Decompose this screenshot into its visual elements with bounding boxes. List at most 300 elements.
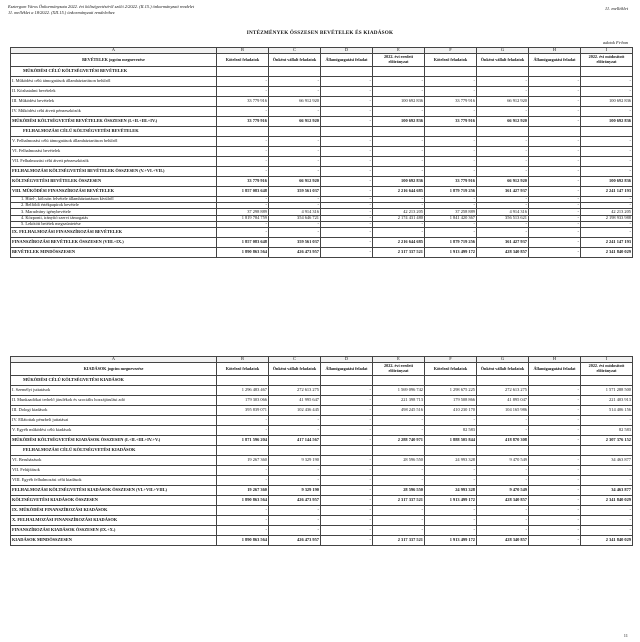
column-header: Kötelező feladatok: [217, 363, 269, 376]
row-label: FELHALMOZÁSI CÉLÚ KÖLTSÉGVETÉSI BEVÉTELEK: [11, 127, 217, 137]
amount-cell: 426 473 957: [269, 247, 321, 257]
amount-cell: -: [217, 506, 269, 516]
column-letter: B: [217, 48, 269, 54]
amount-cell: 179 508 866: [425, 396, 477, 406]
amount-cell: -: [529, 157, 581, 167]
amount-cell: -: [477, 77, 529, 87]
amount-cell: -: [529, 221, 581, 227]
amount-cell: -: [321, 386, 373, 396]
amount-cell: 100 692 836: [373, 97, 425, 107]
amount-cell: 37 298 889: [217, 209, 269, 215]
table-row: [11, 87, 633, 97]
revenue-table: [10, 47, 633, 258]
amount-cell: 418 870 308: [477, 436, 529, 446]
amount-cell: -: [373, 476, 425, 486]
amount-cell: -: [425, 197, 477, 203]
amount-cell: 1 913 499 172: [425, 247, 477, 257]
amount-cell: -: [373, 197, 425, 203]
amount-cell: -: [529, 197, 581, 203]
amount-cell: -: [425, 466, 477, 476]
table-row: [11, 516, 633, 526]
amount-cell: -: [321, 486, 373, 496]
row-label: FINANSZÍROZÁSI KIADÁSOK ÖSSZESEN (IX.+X.): [11, 526, 217, 536]
amount-cell: 1 571 288 500: [581, 386, 633, 396]
amount-cell: -: [373, 466, 425, 476]
column-letter: F: [425, 48, 477, 54]
amount-cell: 1 890 863 564: [217, 496, 269, 506]
amount-cell: 9 329 190: [269, 456, 321, 466]
amount-cell: -: [529, 416, 581, 426]
amount-cell: 33 779 916: [217, 177, 269, 187]
amount-cell: 417 144 567: [269, 436, 321, 446]
amount-cell: -: [321, 157, 373, 167]
amount-cell: [581, 127, 633, 137]
amount-cell: -: [217, 526, 269, 536]
column-header: Kötelező feladatok: [217, 54, 269, 67]
amount-cell: -: [477, 506, 529, 516]
amount-cell: -: [477, 416, 529, 426]
amount-cell: 361 427 937: [477, 237, 529, 247]
amount-cell: -: [269, 506, 321, 516]
amount-cell: 221 403 913: [581, 396, 633, 406]
amount-cell: 359 561 037: [269, 237, 321, 247]
amount-cell: [425, 67, 477, 77]
amount-cell: 100 692 836: [581, 117, 633, 127]
header-line-2: 11. melléklet a 18/2022. (XII.15.) önkormányzati rendelethez: [8, 9, 115, 15]
amount-cell: -: [581, 516, 633, 526]
row-label: I. Működési célú támogatások államháztartáson belülről: [11, 77, 217, 87]
amount-cell: [217, 127, 269, 137]
amount-cell: 66 912 920: [477, 97, 529, 107]
amount-cell: 426 473 957: [269, 496, 321, 506]
row-label: 1. Hitel-, kölcsön felvétele államháztartáson kívülről: [11, 197, 217, 203]
amount-cell: -: [425, 221, 477, 227]
row-label: MŰKÖDÉSI KÖLTSÉGVETÉSI BEVÉTELEK ÖSSZESEN (I.+II.+III.+IV.): [11, 117, 217, 127]
column-letter: I: [581, 357, 633, 363]
amount-cell: -: [321, 416, 373, 426]
amount-cell: -: [321, 506, 373, 516]
amount-cell: -: [529, 107, 581, 117]
column-letter: D: [321, 48, 373, 54]
amount-cell: -: [269, 137, 321, 147]
amount-cell: -: [373, 107, 425, 117]
table-row: [11, 247, 633, 257]
amount-cell: -: [217, 516, 269, 526]
amount-cell: -: [529, 209, 581, 215]
amount-cell: -: [425, 476, 477, 486]
row-label: 3. Maradvány igénybevétele: [11, 209, 217, 215]
table-row: [11, 147, 633, 157]
amount-cell: [425, 127, 477, 137]
row-label: VII. Felújítások: [11, 466, 217, 476]
amount-cell: -: [529, 386, 581, 396]
amount-cell: -: [529, 87, 581, 97]
amount-cell: -: [529, 506, 581, 516]
amount-cell: 1 913 499 172: [425, 496, 477, 506]
amount-cell: -: [269, 197, 321, 203]
amount-cell: -: [321, 147, 373, 157]
column-header: Kötelező feladatok: [425, 54, 477, 67]
amount-cell: -: [529, 396, 581, 406]
amount-cell: -: [477, 87, 529, 97]
amount-cell: 82 583: [581, 426, 633, 436]
amount-cell: -: [425, 227, 477, 237]
column-header: Államigazgatási feladat: [321, 54, 373, 67]
column-letter: F: [425, 357, 477, 363]
amount-cell: 33 779 916: [217, 97, 269, 107]
row-label: KÖLTSÉGVETÉSI BEVÉTELEK ÖSSZESEN: [11, 177, 217, 187]
amount-cell: -: [529, 486, 581, 496]
amount-cell: -: [425, 147, 477, 157]
amount-cell: [425, 446, 477, 456]
amount-cell: -: [529, 237, 581, 247]
amount-cell: 19 267 360: [217, 456, 269, 466]
amount-cell: 498 245 516: [373, 406, 425, 416]
amount-cell: 42 213 205: [373, 209, 425, 215]
amount-cell: 2 341 840 029: [581, 247, 633, 257]
table-row: [11, 536, 633, 546]
amount-cell: -: [529, 97, 581, 107]
amount-cell: -: [321, 436, 373, 446]
row-label: IV. Működési célú átvett pénzeszközök: [11, 107, 217, 117]
column-letter: G: [477, 357, 529, 363]
table-row: [11, 157, 633, 167]
column-letter: C: [269, 357, 321, 363]
column-header: 2022. évi módosított előirányzat: [581, 363, 633, 376]
amount-cell: [529, 67, 581, 77]
amount-cell: 33 779 916: [425, 177, 477, 187]
column-letter: D: [321, 357, 373, 363]
table-row: [11, 496, 633, 506]
amount-cell: -: [581, 87, 633, 97]
amount-cell: -: [321, 227, 373, 237]
amount-cell: 1 879 719 256: [425, 187, 477, 197]
amount-cell: [269, 376, 321, 386]
amount-cell: [477, 67, 529, 77]
amount-cell: -: [321, 209, 373, 215]
table-row: [11, 117, 633, 127]
amount-cell: -: [217, 197, 269, 203]
column-header: Államigazgatási feladat: [529, 363, 581, 376]
row-label: II. Közhatalmi bevételek: [11, 87, 217, 97]
row-label: FINANSZÍROZÁSI BEVÉTELEK ÖSSZESEN (VIII.+IX.): [11, 237, 217, 247]
amount-cell: 41 995 647: [269, 396, 321, 406]
amount-cell: -: [529, 526, 581, 536]
amount-cell: -: [581, 526, 633, 536]
amount-cell: -: [269, 77, 321, 87]
amount-cell: -: [373, 426, 425, 436]
amount-cell: 1 857 083 648: [217, 187, 269, 197]
amount-cell: -: [217, 77, 269, 87]
amount-cell: 37 258 889: [425, 209, 477, 215]
table-row: [11, 426, 633, 436]
amount-cell: 34 463 877: [581, 486, 633, 496]
row-label: KÖLTSÉGVETÉSI KIADÁSOK ÖSSZESEN: [11, 496, 217, 506]
amount-cell: 2 307 376 152: [581, 436, 633, 446]
table-row: [11, 446, 633, 456]
amount-cell: [581, 446, 633, 456]
amount-cell: -: [269, 416, 321, 426]
column-letter: E: [373, 357, 425, 363]
amount-cell: -: [269, 526, 321, 536]
document-title: INTÉZMÉNYEK ÖSSZESEN BEVÉTELEK ÉS KIADÁSOK: [246, 30, 394, 36]
amount-cell: [529, 127, 581, 137]
column-header: 2022. évi módosított előirányzat: [581, 54, 633, 67]
column-letter: I: [581, 48, 633, 54]
amount-cell: 395 839 071: [217, 406, 269, 416]
column-letter: C: [269, 48, 321, 54]
header-line-1: Esztergom Város Önkormányzata 2022. évi költségvetéséről szóló 2/2022. (II.15.) önkormányzati rendelet: [8, 4, 195, 9]
amount-cell: 9 329 190: [269, 486, 321, 496]
amount-cell: 1 296 483 467: [217, 386, 269, 396]
amount-cell: -: [581, 203, 633, 209]
amount-cell: -: [373, 227, 425, 237]
page-number: 11: [623, 633, 628, 638]
amount-cell: -: [477, 466, 529, 476]
amount-cell: 2 341 840 029: [581, 536, 633, 546]
amount-cell: -: [321, 526, 373, 536]
amount-cell: [373, 446, 425, 456]
amount-cell: -: [321, 247, 373, 257]
amount-cell: 179 303 066: [217, 396, 269, 406]
amount-cell: -: [477, 157, 529, 167]
amount-cell: 1 871 596 204: [217, 436, 269, 446]
column-header-row: [11, 363, 633, 376]
row-label: MŰKÖDÉSI CÉLÚ KÖLTSÉGVETÉSI KIADÁSOK: [11, 376, 217, 386]
amount-cell: -: [269, 227, 321, 237]
row-label: MŰKÖDÉSI CÉLÚ KÖLTSÉGVETÉSI BEVÉTELEK: [11, 67, 217, 77]
amount-cell: 272 613 275: [477, 386, 529, 396]
amount-cell: [373, 67, 425, 77]
column-header: 2022. évi eredeti előirányzat: [373, 54, 425, 67]
amount-cell: -: [477, 221, 529, 227]
amount-cell: -: [425, 87, 477, 97]
row-label: V. Egyéb működési célú kiadások: [11, 426, 217, 436]
amount-cell: -: [529, 117, 581, 127]
amount-cell: -: [425, 203, 477, 209]
amount-cell: 4 914 316: [269, 209, 321, 215]
row-label: III. Dologi kiadások: [11, 406, 217, 416]
amount-cell: 9 470 549: [477, 486, 529, 496]
amount-cell: -: [217, 227, 269, 237]
amount-cell: [269, 127, 321, 137]
amount-cell: -: [581, 157, 633, 167]
table-row: [11, 436, 633, 446]
amount-cell: -: [217, 147, 269, 157]
amount-cell: -: [477, 147, 529, 157]
table-row: [11, 416, 633, 426]
amount-cell: [477, 376, 529, 386]
amount-cell: 361 427 937: [477, 187, 529, 197]
amount-cell: -: [321, 536, 373, 546]
column-letter: B: [217, 357, 269, 363]
amount-cell: -: [217, 157, 269, 167]
amount-cell: 33 779 916: [425, 117, 477, 127]
amount-cell: -: [321, 203, 373, 209]
amount-cell: -: [477, 476, 529, 486]
amount-cell: 82 583: [425, 426, 477, 436]
amount-cell: -: [529, 476, 581, 486]
amount-cell: 28 596 550: [373, 456, 425, 466]
table-row: [11, 137, 633, 147]
column-header: Önként vállalt feladatok: [269, 54, 321, 67]
amount-cell: -: [373, 137, 425, 147]
amount-cell: 33 779 916: [217, 117, 269, 127]
table-row: [11, 376, 633, 386]
amount-cell: -: [373, 157, 425, 167]
row-label: I. Személyi juttatások: [11, 386, 217, 396]
amount-cell: -: [581, 137, 633, 147]
amount-cell: -: [321, 496, 373, 506]
amount-cell: 9 470 549: [477, 456, 529, 466]
amount-cell: -: [269, 476, 321, 486]
amount-cell: -: [529, 137, 581, 147]
amount-cell: -: [529, 203, 581, 209]
amount-cell: -: [269, 203, 321, 209]
column-letter: H: [529, 48, 581, 54]
row-label: MŰKÖDÉSI KÖLTSÉGVETÉSI KIADÁSOK ÖSSZESEN (I.+II.+III.+IV.+V.): [11, 436, 217, 446]
amount-cell: -: [477, 197, 529, 203]
amount-cell: 66 912 920: [477, 177, 529, 187]
amount-cell: -: [477, 526, 529, 536]
row-label: II. Munkaadókat terhelő járulékok és szociális hozzájárulási adó: [11, 396, 217, 406]
table-row: [11, 177, 633, 187]
amount-cell: -: [373, 506, 425, 516]
amount-cell: 100 692 836: [373, 117, 425, 127]
amount-cell: -: [477, 137, 529, 147]
amount-cell: 1 857 083 648: [217, 237, 269, 247]
amount-cell: -: [529, 436, 581, 446]
amount-cell: -: [425, 506, 477, 516]
amount-cell: -: [581, 107, 633, 117]
column-header: Kötelező feladatok: [425, 363, 477, 376]
amount-cell: [529, 446, 581, 456]
column-letter: A: [11, 48, 217, 54]
amount-cell: -: [373, 516, 425, 526]
amount-cell: -: [321, 87, 373, 97]
row-label: FELHALMOZÁSI KÖLTSÉGVETÉSI KIADÁSOK ÖSSZESEN (VI.+VII.+VIII.): [11, 486, 217, 496]
table-row: [11, 67, 633, 77]
amount-cell: -: [529, 215, 581, 221]
row-label: 5. Lekötött betétek megszüntetése: [11, 221, 217, 227]
amount-cell: -: [373, 77, 425, 87]
amount-cell: -: [529, 247, 581, 257]
amount-cell: -: [321, 77, 373, 87]
amount-cell: -: [529, 496, 581, 506]
amount-cell: [269, 446, 321, 456]
amount-cell: [425, 376, 477, 386]
amount-cell: 100 692 836: [581, 97, 633, 107]
column-header: KIADÁSOK jogcím megnevezése: [11, 363, 217, 376]
amount-cell: -: [373, 147, 425, 157]
amount-cell: 272 613 275: [269, 386, 321, 396]
amount-cell: -: [581, 506, 633, 516]
table-row: [11, 237, 633, 247]
amount-cell: -: [581, 466, 633, 476]
column-letter: G: [477, 48, 529, 54]
amount-cell: -: [269, 426, 321, 436]
amount-cell: -: [477, 516, 529, 526]
table-row: [11, 127, 633, 137]
table-row: [11, 526, 633, 536]
amount-cell: [321, 446, 373, 456]
row-label: IV. Ellátottak pénzbeli juttatásai: [11, 416, 217, 426]
amount-cell: 2 317 337 521: [373, 536, 425, 546]
amount-cell: [477, 446, 529, 456]
amount-cell: -: [373, 167, 425, 177]
appendix-label: 11. melléklet: [604, 6, 628, 11]
amount-cell: -: [321, 197, 373, 203]
amount-cell: -: [217, 137, 269, 147]
amount-cell: [217, 446, 269, 456]
row-label: VII. Felhalmozási célú átvett pénzeszközök: [11, 157, 217, 167]
amount-cell: 33 779 916: [425, 97, 477, 107]
amount-cell: [217, 376, 269, 386]
amount-cell: 2 174 431 480: [373, 215, 425, 221]
amount-cell: -: [321, 426, 373, 436]
amount-cell: -: [581, 77, 633, 87]
amount-cell: 410 230 170: [425, 406, 477, 416]
amount-cell: 104 165 986: [477, 406, 529, 416]
amount-cell: 42 213 205: [581, 209, 633, 215]
column-header: Államigazgatási feladat: [529, 54, 581, 67]
amount-cell: 66 912 920: [269, 97, 321, 107]
amount-cell: [373, 127, 425, 137]
expenditure-table: [10, 356, 633, 546]
row-label: BEVÉTELEK MINDÖSSZESEN: [11, 247, 217, 257]
amount-cell: 19 267 360: [217, 486, 269, 496]
amount-cell: -: [425, 167, 477, 177]
amount-cell: -: [529, 406, 581, 416]
unit-label: adatok Ft-ban: [603, 40, 628, 45]
amount-cell: -: [269, 87, 321, 97]
amount-cell: -: [321, 137, 373, 147]
table-row: [11, 406, 633, 416]
amount-cell: 428 340 857: [477, 247, 529, 257]
table-row: [11, 506, 633, 516]
amount-cell: -: [321, 215, 373, 221]
row-label: VI. Felhalmozási bevételek: [11, 147, 217, 157]
amount-cell: 2 317 337 521: [373, 247, 425, 257]
amount-cell: -: [581, 416, 633, 426]
amount-cell: -: [217, 416, 269, 426]
amount-cell: -: [529, 516, 581, 526]
amount-cell: -: [529, 227, 581, 237]
amount-cell: -: [321, 107, 373, 117]
amount-cell: -: [529, 466, 581, 476]
amount-cell: -: [217, 426, 269, 436]
table-row: [11, 386, 633, 396]
amount-cell: -: [425, 526, 477, 536]
amount-cell: -: [477, 167, 529, 177]
amount-cell: -: [217, 167, 269, 177]
amount-cell: 41 895 047: [477, 396, 529, 406]
amount-cell: [321, 127, 373, 137]
amount-cell: -: [269, 157, 321, 167]
column-header: Önként vállalt feladatok: [269, 363, 321, 376]
amount-cell: -: [529, 456, 581, 466]
amount-cell: -: [269, 147, 321, 157]
amount-cell: -: [321, 237, 373, 247]
amount-cell: -: [425, 77, 477, 87]
amount-cell: -: [425, 157, 477, 167]
amount-cell: -: [529, 426, 581, 436]
amount-cell: [269, 67, 321, 77]
amount-cell: -: [529, 167, 581, 177]
amount-cell: -: [581, 147, 633, 157]
amount-cell: -: [425, 516, 477, 526]
amount-cell: 1 890 863 564: [217, 247, 269, 257]
